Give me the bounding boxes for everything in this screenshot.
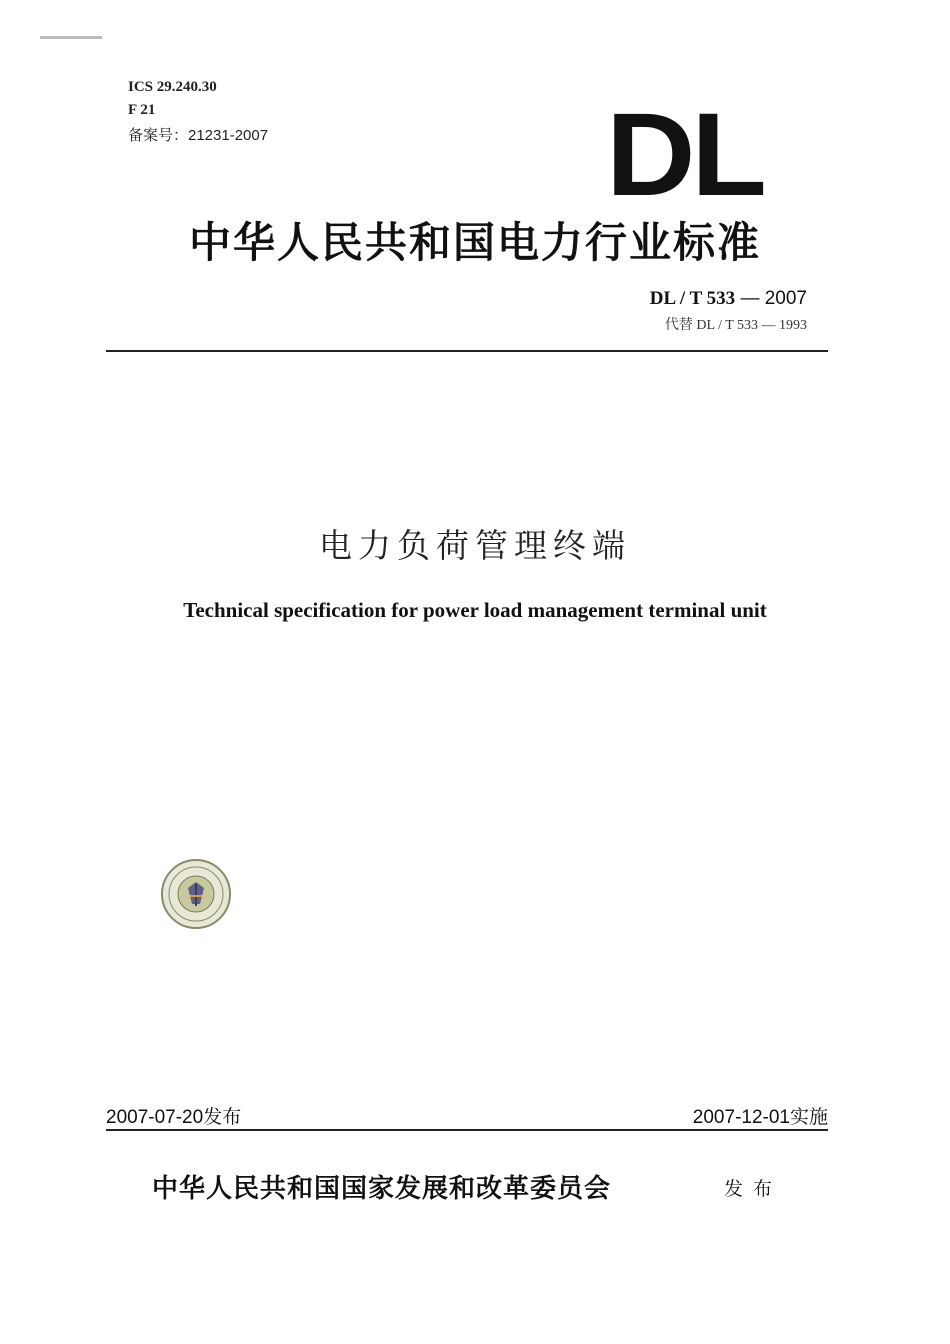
filing-number: 备案号：21231-2007 [128,127,269,144]
dl-logo: DL [606,89,763,221]
standard-code-prefix: DL / T 533 [649,288,736,309]
replaces-code: 代替 DL / T 533 — 1993 [664,318,807,333]
issue-date: 2007-07-20发布 [106,1107,242,1128]
standard-code-year: — 2007 [735,288,807,309]
category-code: F 21 [128,102,156,118]
scan-artifact [40,36,102,39]
bottom-divider [106,1129,828,1131]
document-title-en: Technical specification for power load management terminal unit [183,598,767,622]
publisher-name: 中华人民共和国国家发展和改革委员会 [152,1174,612,1204]
top-divider [106,350,828,352]
document-title-cn: 电力负荷管理终端 [319,526,631,565]
implementation-date: 2007-12-01实施 [692,1107,828,1128]
ics-code: ICS 29.240.30 [128,79,217,95]
standard-title: 中华人民共和国电力行业标准 [188,218,761,267]
publisher-seal-icon [160,858,232,930]
publish-label: 发布 [724,1178,783,1200]
standard-code [650,288,807,310]
